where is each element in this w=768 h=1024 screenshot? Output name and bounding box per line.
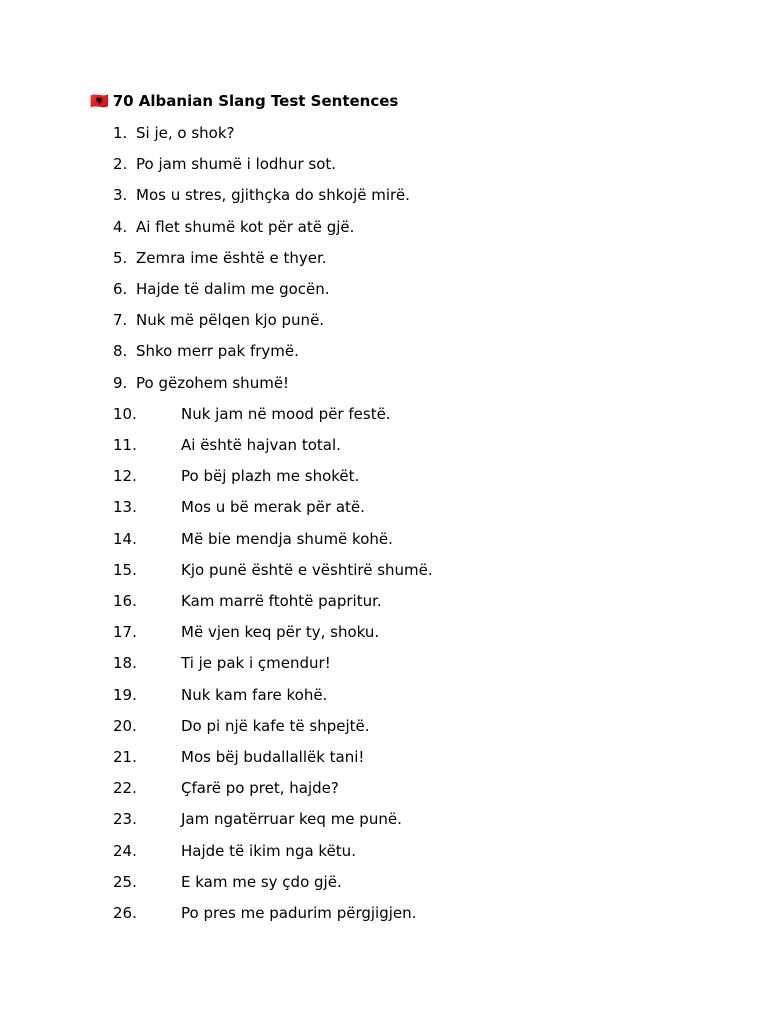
list-item-text: Po pres me padurim përgjigjen. bbox=[181, 904, 417, 922]
list-item-text: Jam ngatërruar keq me punë. bbox=[181, 810, 402, 829]
list-item-text: Po bëj plazh me shokët. bbox=[181, 467, 360, 486]
list-item-text: E kam me sy çdo gjë. bbox=[181, 872, 342, 891]
list-item-text: Hajde të dalim me gocën. bbox=[136, 280, 330, 298]
list-item-text: Do pi një kafe të shpejtë. bbox=[181, 716, 370, 735]
list-item-text: Kam marrë ftohtë papritur. bbox=[181, 592, 382, 610]
list-item-number: 15. bbox=[113, 560, 137, 579]
list-item-text: Po jam shumë i lodhur sot. bbox=[136, 155, 337, 174]
list-item-number: 21. bbox=[113, 748, 137, 766]
list-item-text: Zemra ime është e thyer. bbox=[136, 248, 327, 267]
list-item-number: 6. bbox=[113, 280, 128, 298]
document-title bbox=[90, 92, 398, 110]
list-item-number: 13. bbox=[113, 498, 137, 517]
list-item-text: Ai është hajvan total. bbox=[181, 436, 341, 454]
list-item-number: 25. bbox=[113, 872, 137, 891]
list-item-number: 1. bbox=[113, 124, 128, 142]
list-item-text: Mos u stres, gjithçka do shkojë mirë. bbox=[136, 186, 410, 205]
list-item-number: 17. bbox=[113, 623, 137, 642]
list-item-text: Nuk jam në mood për festë. bbox=[181, 404, 391, 423]
list-item-text: Mos bëj budallallëk tani! bbox=[181, 748, 365, 766]
list-item-text: Çfarë po pret, hajde? bbox=[181, 779, 339, 798]
list-item-number: 7. bbox=[113, 311, 128, 330]
list-item-text: Më bie mendja shumë kohë. bbox=[181, 529, 393, 548]
list-item-number: 22. bbox=[113, 779, 137, 798]
list-item-number: 5. bbox=[113, 248, 128, 267]
list-item-number: 8. bbox=[113, 342, 128, 361]
list-item-number: 9. bbox=[113, 373, 128, 392]
list-item-number: 3. bbox=[113, 186, 128, 205]
list-item-number: 4. bbox=[113, 217, 128, 236]
list-item-number: 16. bbox=[113, 592, 137, 610]
list-item-number: 14. bbox=[113, 529, 137, 548]
list-item-text: Kjo punë është e vështirë shumë. bbox=[181, 560, 433, 579]
list-item-text: Mos u bë merak për atë. bbox=[181, 498, 365, 517]
albanian-flag-icon: 🇦🇱 bbox=[90, 92, 109, 110]
list-item-number: 10. bbox=[113, 404, 137, 423]
list-item-number: 24. bbox=[113, 841, 137, 860]
list-item-text: Nuk më pëlqen kjo punë. bbox=[136, 311, 325, 330]
list-item-number: 19. bbox=[113, 685, 137, 704]
list-item-number: 11. bbox=[113, 436, 137, 454]
list-item-number: 18. bbox=[113, 654, 137, 673]
list-item-number: 12. bbox=[113, 467, 137, 486]
list-item-number: 23. bbox=[113, 810, 137, 829]
list-item-text: Më vjen keq për ty, shoku. bbox=[181, 623, 380, 642]
list-item-text: Shko merr pak frymë. bbox=[136, 342, 299, 361]
list-item-number: 26. bbox=[113, 904, 137, 922]
list-item-text: Ti je pak i çmendur! bbox=[181, 654, 331, 673]
list-item-text: Po gëzohem shumë! bbox=[136, 373, 290, 392]
list-item-number: 2. bbox=[113, 155, 128, 174]
list-item-text: Ai flet shumë kot për atë gjë. bbox=[136, 217, 355, 236]
list-item-text: Si je, o shok? bbox=[136, 124, 235, 142]
document-title-text: 70 Albanian Slang Test Sentences bbox=[112, 92, 399, 110]
list-item-number: 20. bbox=[113, 716, 137, 735]
list-item-text: Nuk kam fare kohë. bbox=[181, 685, 328, 704]
list-item-text: Hajde të ikim nga këtu. bbox=[181, 841, 356, 860]
